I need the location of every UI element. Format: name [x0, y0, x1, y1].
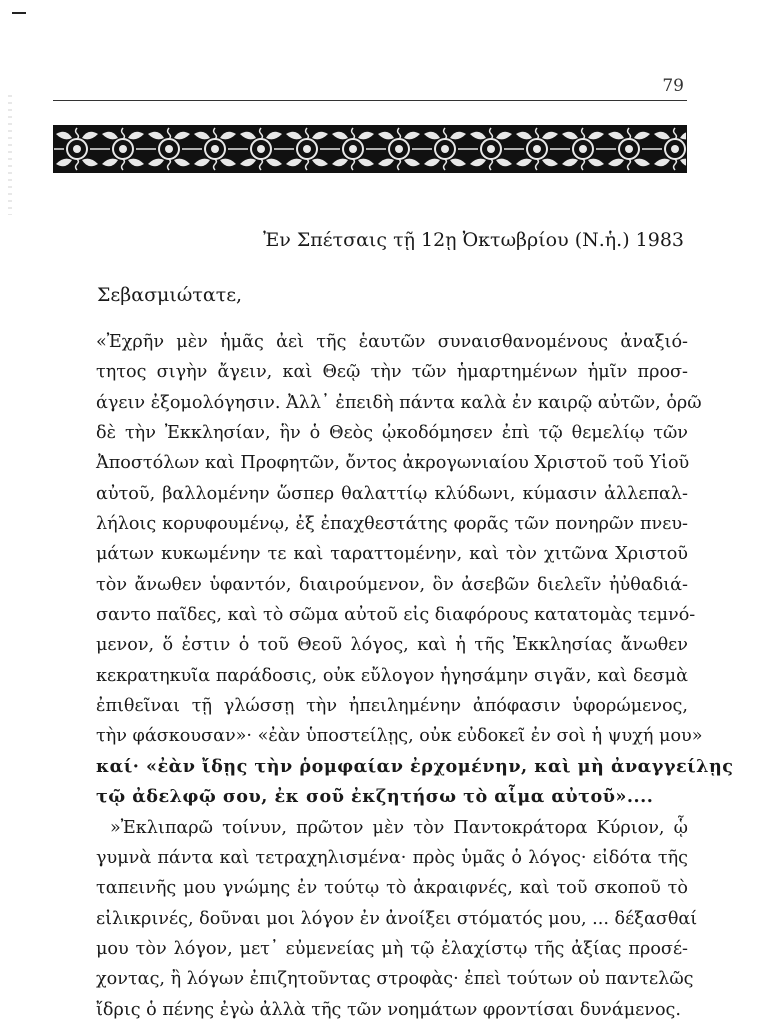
text-line: Ἀποστόλων καὶ Προφητῶν, ὄντος ἀκρογωνιαίου Χριστοῦ τοῦ Υἱοῦ: [96, 453, 690, 474]
text-line: λήλοις κορυφουμένῳ, ἐξ ἐπαχθεστάτης φορᾶς τῶν πονηρῶν πνευ-: [96, 514, 688, 535]
scan-corner-mark: [12, 12, 26, 14]
ornament-motif: [422, 128, 468, 170]
letter-body: [96, 327, 734, 1025]
ornament-motif: [514, 128, 560, 170]
ornament-motif: [100, 128, 146, 170]
text-line: ταπεινῆς μου γνώμης ἐν τούτῳ τὸ ἀκραιφνές, καὶ τοῦ σκοποῦ τὸ: [96, 878, 688, 899]
ornament-motif: [560, 128, 606, 170]
text-line: ἴδρις ὁ πένης ἐγὼ ἀλλὰ τῆς τῶν νοημάτων φροντίσαι δυνάμενος.: [96, 999, 681, 1020]
page-number: 79: [662, 76, 684, 96]
text-line: «Ἐχρῆν μὲν ἡμᾶς ἀεὶ τῆς ἑαυτῶν συναισθανομένους ἀναξιό-: [96, 332, 688, 352]
ornament-motif: [146, 128, 192, 170]
text-line: μενον, ὅ ἐστιν ὁ τοῦ Θεοῦ λόγος, καὶ ἡ τῆς Ἐκκλησίας ἄνωθεν: [96, 635, 688, 656]
ornament-motif: [192, 128, 238, 170]
text-line-bold: τῷ ἀδελφῷ σου, ἐκ σοῦ ἐκζητήσω τὸ αἷμα αὐτοῦ»....: [96, 786, 654, 808]
ornament-motif: [606, 128, 652, 170]
text-line: εἰλικρινές, δοῦναι μοι λόγον ἐν ἀνοίξει στόματός μου, ... δέξασθαί: [96, 908, 698, 929]
text-line: αὐτοῦ, βαλλομένην ὥσπερ θαλαττίῳ κλύδωνι, κύμασιν ἀλλεπαλ-: [96, 483, 688, 504]
text-line: τὸν ἄνωθεν ὑφαντόν, διαιρούμενον, ὃν ἀσεβῶν διελεῖν ἠὐθαδιά-: [96, 574, 688, 595]
text-line-bold: καί· «ἐὰν ἴδῃς τὴν ῥομφαίαν ἐρχομένην, καὶ μὴ ἀναγγείλῃς: [96, 755, 734, 777]
scan-margin-specks: [8, 95, 12, 215]
text-line: τὴν φάσκουσαν»· «ἐὰν ὑποστείλῃς, οὐκ εὐδοκεῖ ἐν σοὶ ἡ ψυχή μου»: [96, 726, 703, 747]
text-line: σαντο παῖδες, καὶ τὸ σῶμα αὐτοῦ εἰς διαφόρους κατατομὰς τεμνό-: [96, 605, 696, 626]
ornament-pattern: [54, 126, 686, 172]
ornament-motif: [376, 128, 422, 170]
text-line: τητος σιγὴν ἄγειν, καὶ Θεῷ τὴν τῶν ἡμαρτημένων ἡμῖν προσ-: [96, 362, 688, 383]
ornament-motif: [238, 128, 284, 170]
text-line: γυμνὰ πάντα καὶ τετραχηλισμένα· πρὸς ὑμᾶς ὁ λόγος· εἰδότα τῆς: [96, 847, 688, 868]
text-line: μου τὸν λόγον, μετ᾽ εὐμενείας μὴ τῷ ἐλαχίστῳ τῆς ἀξίας προσέ-: [96, 938, 688, 959]
text-line: ἐπιθεῖναι τῇ γλώσσῃ τὴν ἠπειλημένην ἀπόφασιν ὑφορώμενος,: [96, 696, 688, 717]
header-rule: [53, 100, 687, 101]
text-line: μάτων κυκωμένην τε καὶ ταραττομένην, καὶ τὸν χιτῶνα Χριστοῦ: [96, 544, 688, 565]
decorative-ornament-band: [53, 125, 687, 173]
ornament-motif: [54, 128, 100, 170]
ornament-motif: [652, 128, 686, 170]
text-line: κεκρατηκυῖα παράδοσις, οὐκ εὔλογον ἡγησάμην σιγᾶν, καὶ δεσμὰ: [96, 665, 688, 686]
text-line: χοντας, ἢ λόγων ἐπιζητοῦντας στροφὰς· ἐπεὶ τούτων οὐ παντελῶς: [96, 969, 694, 990]
ornament-motif: [330, 128, 376, 170]
salutation: Σεβασμιώτατε,: [97, 284, 243, 306]
text-line: δὲ τὴν Ἐκκλησίαν, ἣν ὁ Θεὸς ᾠκοδόμησεν ἐπὶ τῷ θεμελίῳ τῶν: [96, 423, 688, 444]
ornament-motif: [468, 128, 514, 170]
text-line: άγειν ἐξομολόγησιν. Ἀλλ᾽ ἐπειδὴ πάντα καλὰ ἐν καιρῷ αὐτῶν, ὁρῶ: [96, 392, 702, 413]
text-line: »Ἐκλιπαρῶ τοίνυν, πρῶτον μὲν τὸν Παντοκράτορα Κύριον, ᾧ: [110, 817, 688, 838]
ornament-motif: [284, 128, 330, 170]
dateline: Ἐν Σπέτσαις τῇ 12ῃ Ὀκτωβρίου (Ν.ἡ.) 1983: [263, 229, 684, 251]
